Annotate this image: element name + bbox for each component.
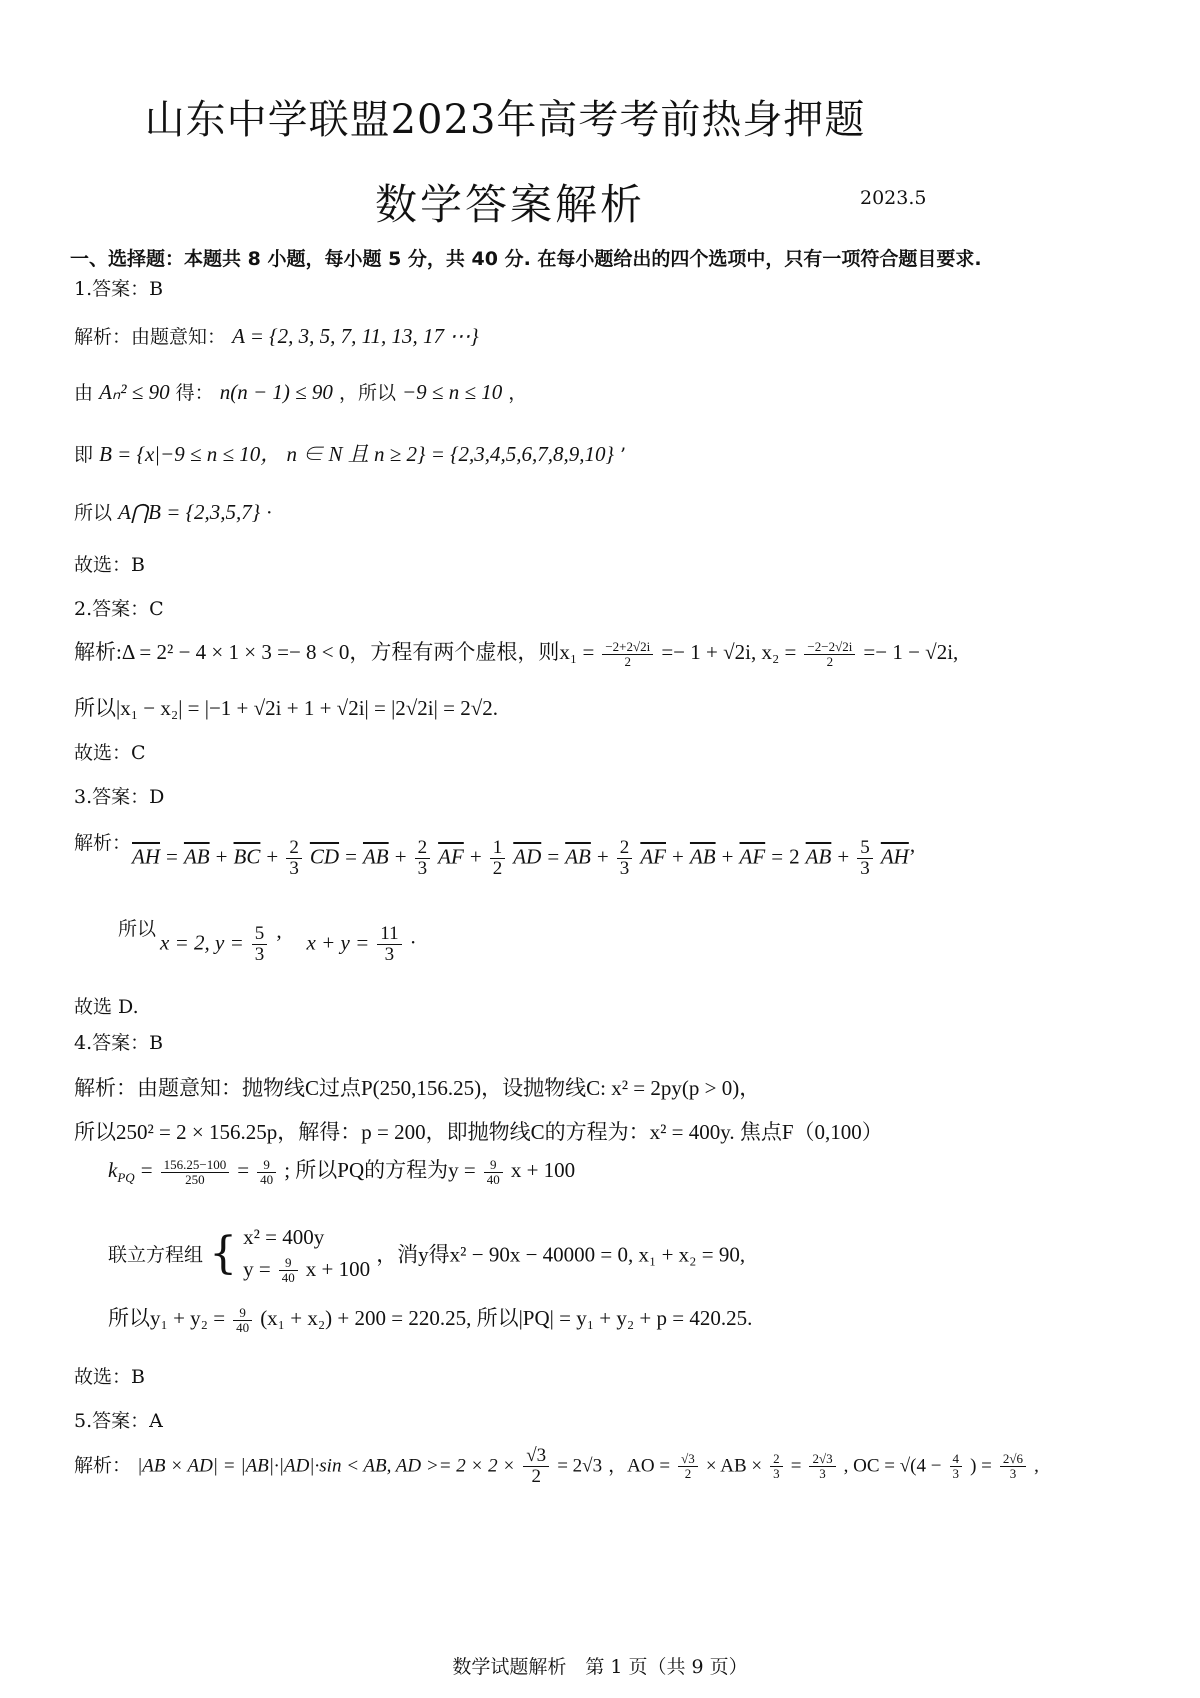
q4-l1: 解析：由题意知：抛物线C过点P(250,156.25)，设抛物线C: x² = 2py(p > 0)， — [74, 1076, 761, 1100]
q5-m1: |AB × AD| = |AB|·|AD|·sin < AB, AD >= 2 × 2 × — [137, 1455, 516, 1477]
equation-system — [243, 1222, 370, 1285]
q3-coef-2: 2 — [789, 844, 800, 869]
vec-AB-5: $\overline{AB}$ — [805, 844, 832, 869]
q3-vector-equation: $\overline{AH} = \overline{AB} + \overline{BC}$ + $\frac{2}{3}$ $\overline{CD} = \overline{AB}$ + $\frac{2}{3}$ $\overline{AF}$ + $\frac{1}{2}$ $\overline{AD} = \overline{AB}$ + $\frac{2}{3}$ $\overline{AF} + \overline{AB} + \overline{AF} = 2$ $\overline{AB}$ + $\frac{5}{3}$ $\overline{AH}$’ — [132, 837, 916, 879]
q1-l2-a: 由 — [74, 382, 94, 404]
frac-num: 9 — [279, 1256, 298, 1271]
frac-den: 2 — [684, 1465, 692, 1481]
q3-frac-11-3 — [377, 924, 401, 965]
q3-frac-2-3-c — [617, 838, 633, 879]
vec-AB-4: $\overline{AB}$ — [689, 844, 716, 869]
frac-num: 4 — [950, 1452, 963, 1467]
q1-line3 — [74, 438, 626, 468]
q3-prefix: 解析： — [74, 832, 132, 854]
q4-line3: $k_{PQ}$ = $\frac{156.25-100}{250}$ = $\frac{9}{40}$ ; 所以PQ的方程为y = $\frac{9}{40}$ x + 100 — [108, 1156, 576, 1187]
q5-m7: ) = — [970, 1455, 992, 1477]
q4-l3-c: x + 100 — [510, 1158, 576, 1182]
q4-l4-rest: ，消y得x² − 90x − 40000 = 0, x₁ + x₂ = 90, — [376, 1242, 746, 1267]
vec-AB: $\overline{AB}$ — [183, 844, 210, 869]
vec-BC: $\overline{BC}$ — [233, 844, 261, 869]
q1-l2-b: 得： — [175, 382, 214, 404]
q2-line2 — [74, 692, 498, 722]
q3-frac-5-3-b — [252, 924, 268, 965]
q1-line4 — [74, 498, 272, 525]
q5-frac-2 — [678, 1452, 698, 1480]
q1-l3-math: B = {x|−9 ≤ n ≤ 10， n ∈ N 且 n ≥ 2} = {2,3,4,5,6,7,8,9,10} — [99, 442, 614, 466]
q3-frac-2-3-a — [286, 838, 302, 879]
frac-num: 9 — [257, 1158, 276, 1173]
q2-l1-b: =− 1 + √2i, x₂ = — [661, 640, 797, 664]
vec-CD: $\overline{CD}$ — [309, 844, 340, 869]
q5-frac-4 — [809, 1452, 835, 1480]
q5-m3: ，AO = — [608, 1455, 671, 1477]
q1-answer: 1.答案：B — [74, 278, 164, 300]
frac-den: 3 — [417, 857, 428, 879]
vec-AH: $\overline{AH}$ — [132, 844, 160, 869]
q4-l2: 所以250² = 2 × 156.25p，解得：p = 200，即抛物线C的方程为：x² = 400y. 焦点F（0,100） — [74, 1120, 883, 1144]
q5-prefix: 解析： — [74, 1454, 132, 1477]
frac-den: 3 — [384, 943, 395, 965]
q3-frac-1-2 — [490, 838, 506, 879]
brace: { — [209, 1227, 238, 1279]
vec-AD: $\overline{AD}$ — [513, 844, 542, 869]
q1-l2-d: ， — [508, 382, 528, 404]
q4-frac-2 — [257, 1158, 276, 1186]
q4-line1 — [74, 1072, 760, 1102]
q1-choice: 故选：B — [74, 554, 145, 576]
q4-frac-3 — [484, 1158, 503, 1186]
frac-den: 40 — [281, 1270, 295, 1285]
q4-l4-prefix: 联立方程组 — [108, 1244, 204, 1266]
frac-num: 5 — [857, 838, 873, 859]
q5-m6: , OC = √(4 − — [843, 1455, 942, 1477]
q4-frac-1 — [161, 1158, 230, 1186]
frac-den: 3 — [952, 1465, 960, 1481]
q4-eq: = — [140, 1158, 153, 1182]
q1-l4-b: · — [266, 502, 273, 524]
q3-answer: 3.答案：D — [74, 786, 165, 808]
q5-frac-5 — [950, 1452, 963, 1480]
q4-l3-b: ; 所以PQ的方程为y = — [284, 1158, 476, 1182]
vec-AB-2: $\overline{AB}$ — [362, 844, 389, 869]
q5-m8: , — [1034, 1455, 1039, 1477]
q2-l1-a: 解析:Δ = 2² − 4 × 1 × 3 =− 8 < 0，方程有两个虚根，则x₁ = — [74, 640, 595, 664]
q2-answer: 2.答案：C — [74, 598, 164, 620]
frac-den: 3 — [860, 857, 870, 879]
frac-num: √3 — [523, 1446, 549, 1467]
page-footer: 数学试题解析 第 1 页（共 9 页） — [452, 1656, 748, 1678]
q3-l2-prefix: 所以 — [118, 918, 157, 940]
q4-frac-4 — [279, 1256, 298, 1284]
q4-line2 — [74, 1116, 883, 1146]
q3-choice: 故选 D. — [74, 996, 139, 1018]
q5-frac-1 — [523, 1446, 549, 1487]
q3-l2-math1: x = 2, y = — [160, 930, 244, 955]
q5-m2: = 2√3 — [557, 1455, 603, 1477]
frac-den: 3 — [254, 943, 265, 965]
q4-line5 — [108, 1302, 752, 1334]
q1-l3-b: ’ — [619, 444, 627, 466]
frac-num: 9 — [233, 1306, 252, 1321]
vec-AH-2: $\overline{AH}$ — [880, 844, 909, 869]
frac-den: 3 — [1009, 1465, 1017, 1481]
q1-l1-math: A = {2, 3, 5, 7, 11, 13, 17 ⋯} — [232, 324, 479, 348]
q5-m4: × AB × — [705, 1455, 763, 1477]
q2-l1-c: =− 1 − √2i, — [863, 640, 959, 664]
frac-num: 2√6 — [1000, 1452, 1026, 1467]
page-title: 山东中学联盟2023年高考考前热身押题 — [144, 97, 866, 143]
q3-frac-5-3 — [857, 838, 873, 879]
q4-k: k — [108, 1158, 118, 1182]
frac-den: 3 — [289, 857, 299, 879]
q1-l2-math3: −9 ≤ n ≤ 10 — [402, 380, 503, 404]
q1-l3-a: 即 — [74, 444, 94, 466]
q2-f1-num: −2+2√2i — [602, 640, 653, 655]
frac-num: 2 — [770, 1452, 783, 1467]
vec-AF-2: $\overline{AF}$ — [640, 844, 666, 869]
q2-f2-den: 2 — [826, 653, 834, 669]
q3-l2-mid: ’ — [275, 930, 283, 955]
frac-num: √3 — [678, 1452, 698, 1467]
q3-line2 — [160, 924, 417, 965]
q1-l4-math: A⋂B = {2,3,5,7} — [118, 500, 261, 524]
q1-l2-math1: Aₙ² ≤ 90 — [99, 380, 170, 404]
q2-choice: 故选：C — [74, 742, 146, 764]
q2-fraction-1 — [602, 640, 653, 668]
frac-num: 2 — [617, 838, 633, 859]
q4-choice: 故选：B — [74, 1366, 145, 1388]
frac-den: 3 — [619, 857, 630, 879]
q3-l2-end: · — [409, 930, 417, 955]
q1-l2-c: ，所以 — [338, 382, 396, 404]
q2-line1 — [74, 636, 958, 668]
q2-f1-den: 2 — [624, 653, 632, 669]
frac-num: 9 — [484, 1158, 503, 1173]
frac-den: 40 — [236, 1319, 250, 1335]
q4-l5-a: 所以y₁ + y₂ = — [108, 1306, 226, 1330]
frac-num: 1 — [490, 838, 506, 859]
q5-frac-6 — [1000, 1452, 1026, 1480]
q4-k-sub: PQ — [117, 1169, 135, 1185]
vec-AB-3: $\overline{AB}$ — [565, 844, 591, 869]
frac-num: 2 — [415, 838, 431, 859]
q5-frac-3 — [770, 1452, 783, 1480]
q4-line4 — [108, 1222, 745, 1285]
frac-num: 11 — [377, 924, 401, 945]
frac-den: 2 — [492, 857, 503, 879]
q4-l5-b: (x₁ + x₂) + 200 = 220.25, 所以|PQ| = y₁ + y₂ + p = 420.25. — [260, 1306, 753, 1330]
q3-l2-math2: x + y = — [306, 930, 370, 955]
vec-AF-3: $\overline{AF}$ — [739, 844, 766, 869]
q4-frac-5 — [233, 1306, 252, 1334]
q1-l4-a: 所以 — [74, 502, 113, 524]
frac-num: 2 — [286, 838, 302, 859]
q5-m5: = — [790, 1455, 802, 1477]
q4-eq2b: x + 100 — [305, 1256, 371, 1281]
q5-answer: 5.答案：A — [74, 1410, 163, 1432]
vec-AF: $\overline{AF}$ — [438, 844, 464, 869]
q4-answer: 4.答案：B — [74, 1032, 164, 1054]
frac-num: 2√3 — [809, 1452, 835, 1467]
frac-den: 40 — [260, 1171, 274, 1187]
q2-fraction-2 — [804, 640, 855, 668]
q3-frac-2-3-b — [415, 838, 431, 879]
q1-l1-prefix: 解析：由题意知： — [74, 326, 227, 348]
frac-num: 5 — [252, 924, 268, 945]
q5-line1 — [74, 1446, 1039, 1487]
q4-eq1: x² = 400y — [243, 1225, 325, 1249]
frac-den: 40 — [486, 1171, 500, 1187]
frac-den: 2 — [531, 1465, 541, 1487]
section-heading: 一、选择题：本题共 8 小题，每小题 5 分，共 40 分. 在每小题给出的四个选项中，只有一项符合题目要求. — [70, 248, 982, 270]
document-date: 2023.5 — [860, 187, 927, 209]
frac-den: 3 — [773, 1465, 780, 1481]
page-subtitle: 数学答案解析 — [374, 180, 645, 229]
frac-den: 250 — [185, 1171, 205, 1187]
q1-l2-math2: n(n − 1) ≤ 90 — [219, 380, 333, 404]
frac-num: 156.25−100 — [161, 1158, 230, 1173]
q1-line2 — [74, 378, 527, 405]
q2-l2: 所以|x₁ − x₂| = |−1 + √2i + 1 + √2i| = |2√2i| = 2√2. — [74, 696, 498, 720]
q4-eq2a: y = — [243, 1256, 271, 1281]
q2-f2-num: −2−2√2i — [804, 640, 855, 655]
frac-den: 3 — [819, 1465, 826, 1481]
q1-line1 — [74, 322, 479, 349]
